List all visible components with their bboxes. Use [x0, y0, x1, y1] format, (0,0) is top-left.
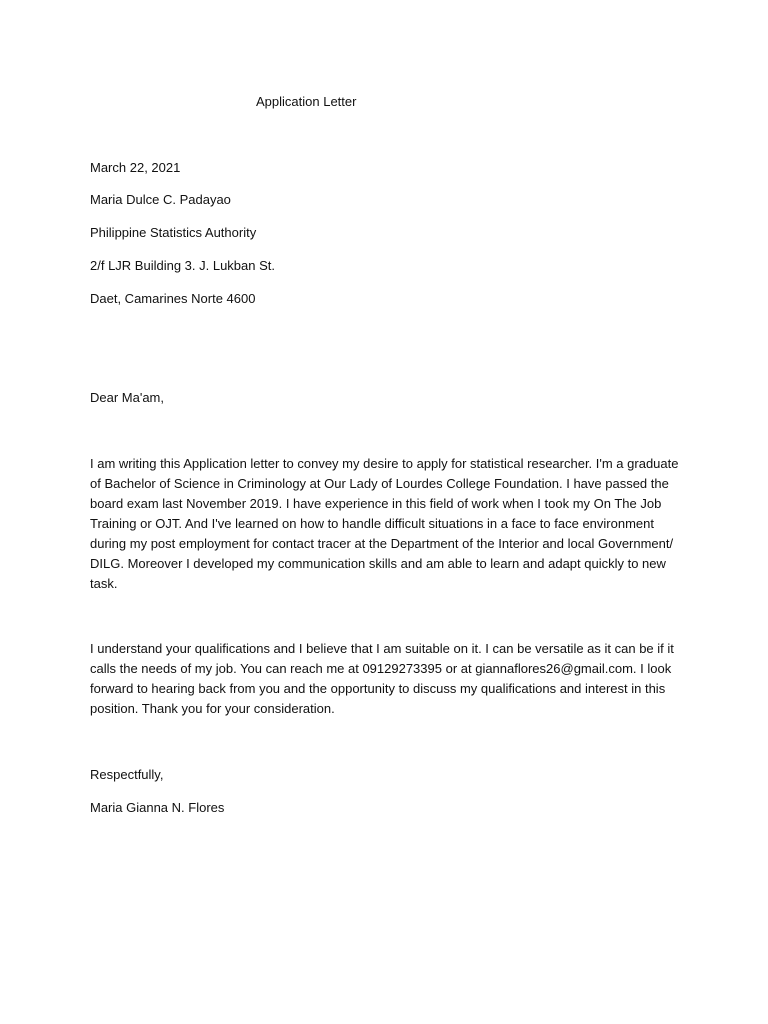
closing: Respectfully,: [90, 767, 164, 782]
paragraph-line: I understand your qualifications and I believe that I am suitable on it. I can be versatile as it can be if it: [90, 641, 674, 656]
body-paragraph-2: [90, 639, 674, 719]
paragraph-line: during my post employment for contact tracer at the Department of the Interior and local Government/: [90, 536, 674, 551]
paragraph-line: I am writing this Application letter to convey my desire to apply for statistical researcher. I'm a graduate: [90, 456, 679, 471]
letter-date: March 22, 2021: [90, 160, 181, 175]
recipient-name: Maria Dulce C. Padayao: [90, 192, 231, 207]
paragraph-line: board exam last November 2019. I have experience in this field of work when I took my On The Job: [90, 496, 662, 511]
paragraph-line: forward to hearing back from you and the opportunity to discuss my qualifications and interest in this: [90, 681, 666, 696]
letter-title: Application Letter: [256, 94, 357, 109]
paragraph-line: of Bachelor of Science in Criminology at Our Lady of Lourdes College Foundation. I have passed the: [90, 476, 669, 491]
paragraph-line: calls the needs of my job. You can reach me at 09129273395 or at giannaflores26@gmail.com. I look: [90, 661, 672, 676]
recipient-address-line1: 2/f LJR Building 3. J. Lukban St.: [90, 258, 275, 273]
recipient-address-line2: Daet, Camarines Norte 4600: [90, 291, 256, 306]
signature-name: Maria Gianna N. Flores: [90, 800, 225, 815]
paragraph-line: task.: [90, 576, 118, 591]
paragraph-line: Training or OJT. And I've learned on how to handle difficult situations in a face to face environment: [90, 516, 654, 531]
body-paragraph-1: [90, 454, 678, 594]
recipient-organization: Philippine Statistics Authority: [90, 225, 257, 240]
paragraph-line: DILG. Moreover I developed my communication skills and am able to learn and adapt quickly to new: [90, 556, 666, 571]
paragraph-line: position. Thank you for your consideration.: [90, 701, 335, 716]
salutation: Dear Ma'am,: [90, 390, 165, 405]
